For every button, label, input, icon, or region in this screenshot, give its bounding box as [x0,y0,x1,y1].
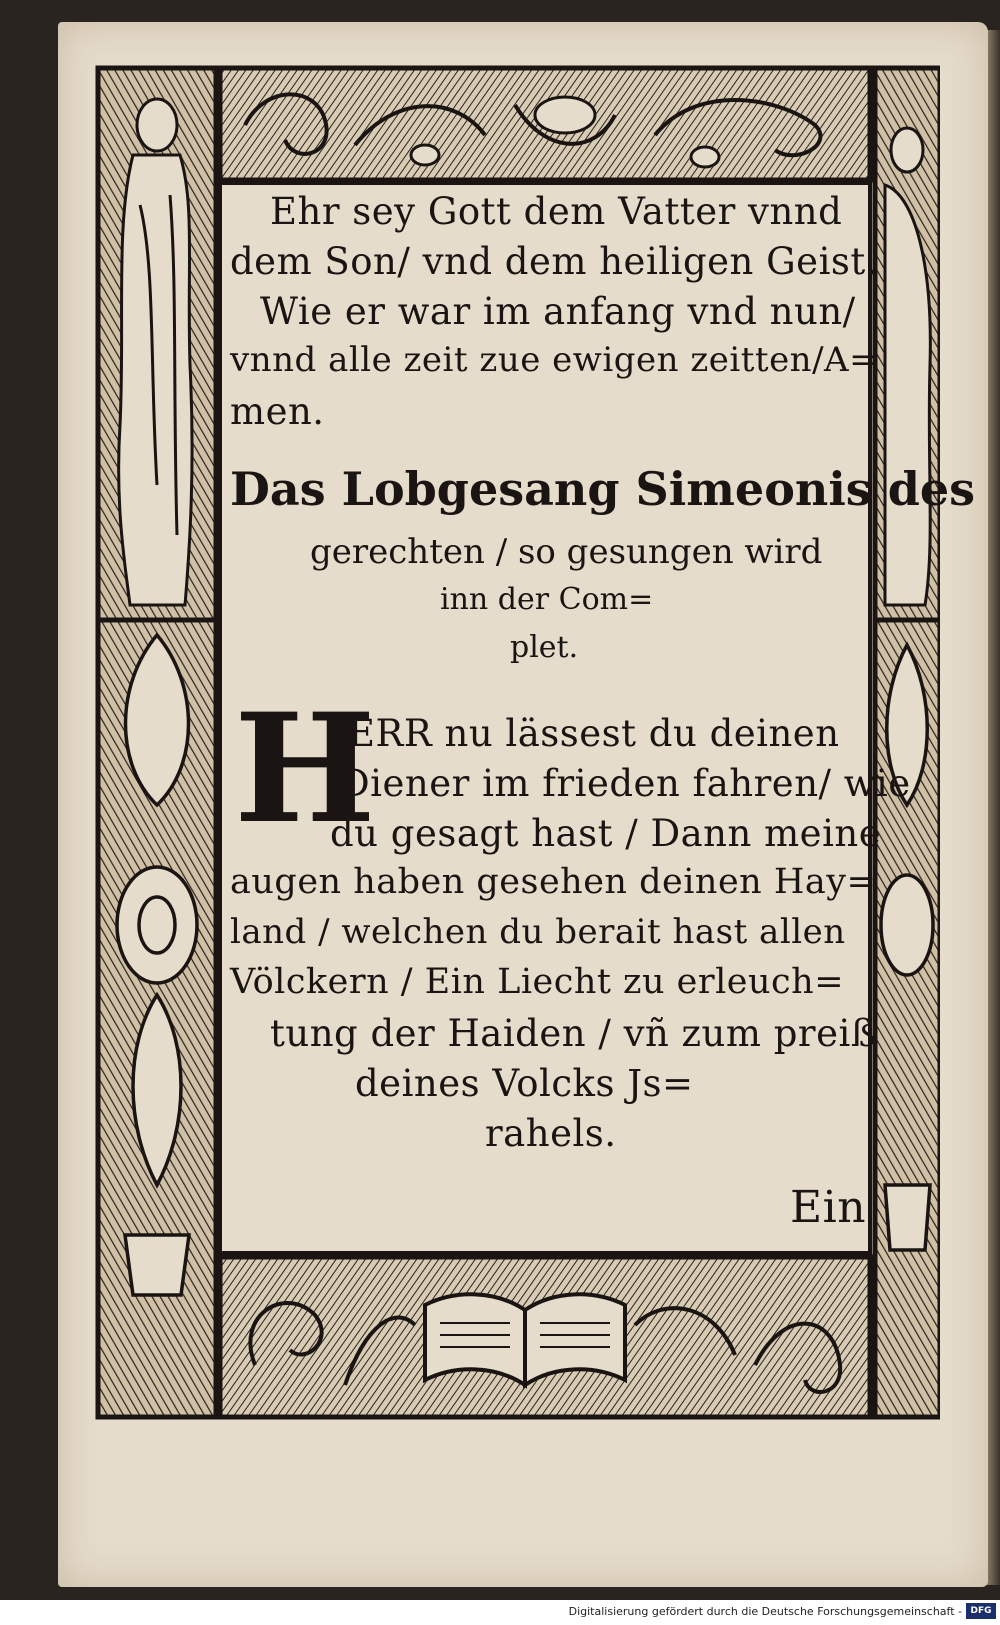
text-line: Diener im frieden fahren/ wie [340,762,911,805]
text-line: men. [230,390,325,433]
text-line: vnnd alle zeit zue ewigen zeitten/A= [230,340,879,380]
text-line: land / welchen du berait hast allen [230,912,846,952]
text-line: du gesagt hast / Dann meine [330,812,882,855]
dfg-logo: DFG [966,1603,996,1619]
heading-line: inn der Com= [440,582,654,617]
footer-bar [0,1600,1000,1625]
text-line: rahels. [485,1112,617,1155]
funding-credit: Digitalisierung gefördert durch die Deutsche Forschungsgemeinschaft - [568,1605,962,1618]
text-line: Völckern / Ein Liecht zu erleuch= [230,962,845,1002]
text-line: Ehr sey Gott dem Vatter vnnd [270,190,843,233]
text-block [230,182,976,1252]
open-book-ornament [425,1294,625,1385]
text-line: deines Volcks Js= [355,1062,694,1105]
heading-line: gerechten / so gesungen wird [310,532,823,572]
text-line: augen haben gesehen deinen Hay= [230,862,877,902]
left-figure [119,99,192,605]
catchword: Ein [790,1182,867,1233]
heading-line: Das Lobgesang Simeonis des [230,462,976,516]
text-line: ERR nu lässest du deinen [348,712,840,755]
text-line: Wie er war im anfang vnd nun/ [260,290,856,333]
heading-line: plet. [510,630,579,665]
text-line: dem Son/ vnd dem heiligen Geist. [230,240,879,283]
drop-cap-initial: H [234,681,376,857]
text-line: tung der Haiden / vñ zum preiß [270,1012,877,1055]
